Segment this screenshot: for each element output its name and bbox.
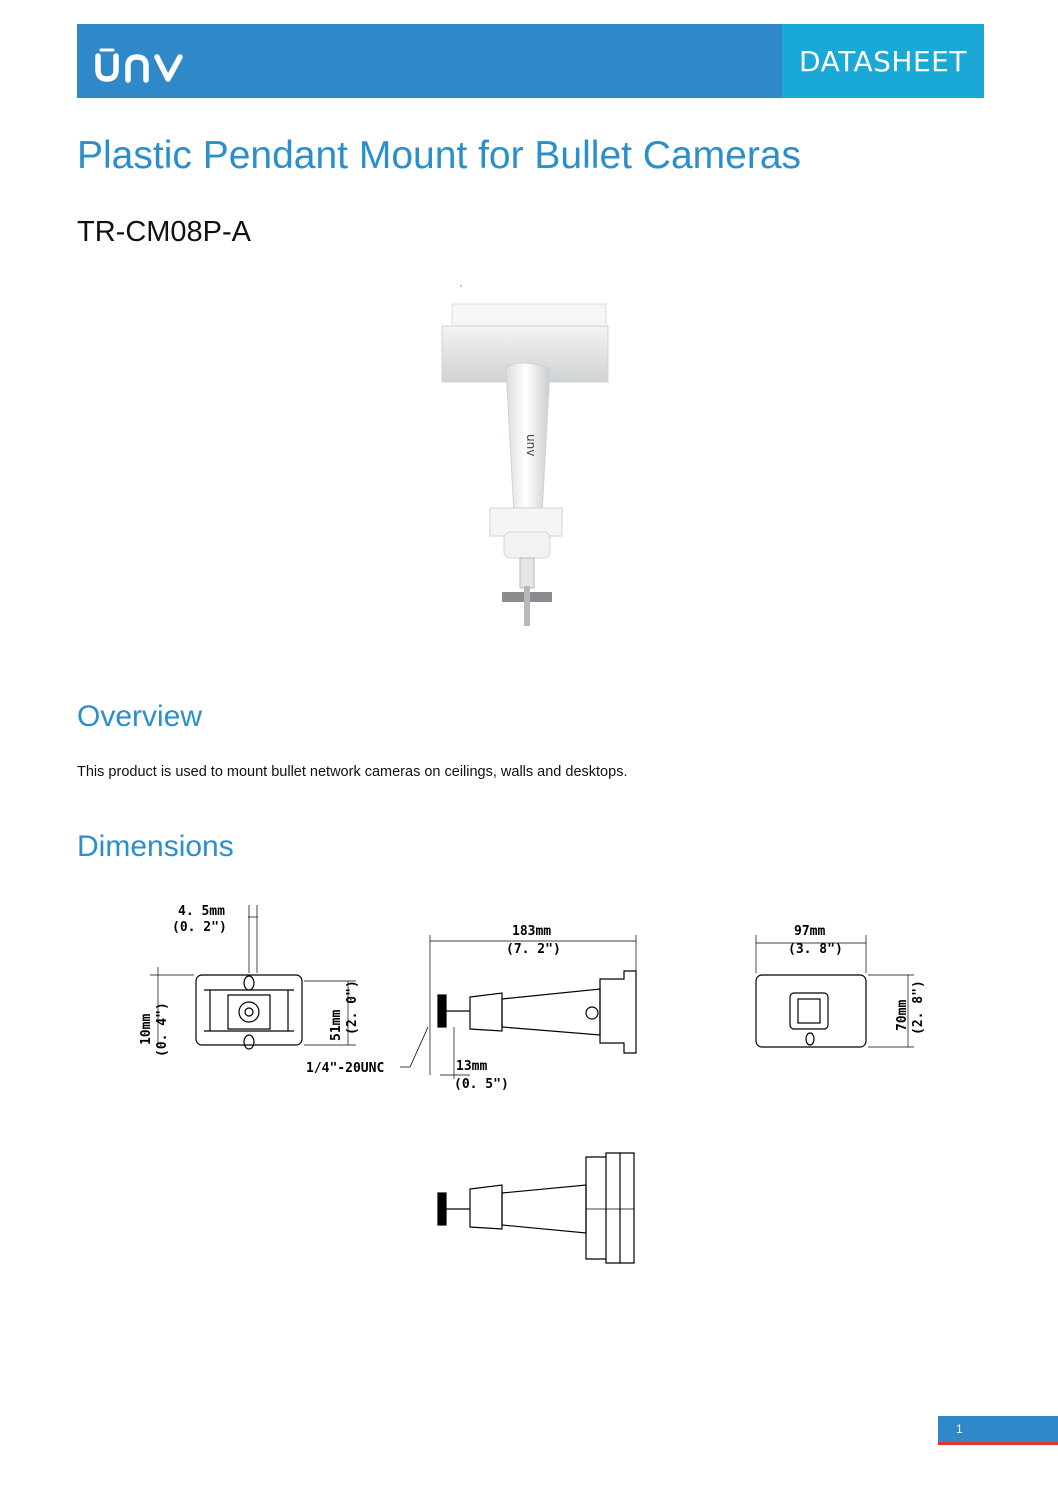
page-title: Plastic Pendant Mount for Bullet Cameras <box>77 134 802 177</box>
header-banner <box>77 24 984 98</box>
bottom-view-drawing <box>420 1145 660 1275</box>
model-number: TR-CM08P-A <box>77 216 252 248</box>
page-number-box <box>938 1416 1058 1442</box>
footer-red-line <box>938 1442 1058 1445</box>
dim-base-height-mm: 51mm <box>329 1009 344 1041</box>
dim-plate-height-mm: 70mm <box>895 999 910 1031</box>
dim-base-bottom-in: (0. 4") <box>155 1002 170 1057</box>
datasheet-label: DATASHEET <box>782 24 984 98</box>
overview-text: This product is used to mount bullet network cameras on ceilings, walls and desktops. <box>77 764 628 780</box>
dim-hole-offset-mm: 4. 5mm <box>178 904 225 919</box>
unv-logo <box>93 46 185 84</box>
dim-plate-width-mm: 97mm <box>794 924 826 939</box>
dim-base-height-in: (2. 0") <box>345 980 360 1035</box>
dim-hole-offset-in: (0. 2") <box>172 920 227 935</box>
overview-heading: Overview <box>77 700 203 733</box>
svg-text:unv: unv <box>524 434 538 457</box>
page-number: 1 <box>956 1422 963 1436</box>
dimension-drawing-views <box>130 895 950 1105</box>
dim-plate-width-in: (3. 8") <box>788 942 843 957</box>
dim-length-in: (7. 2") <box>506 942 561 957</box>
dim-plate-height-in: (2. 8") <box>911 980 926 1035</box>
dim-base-bottom-mm: 10mm <box>139 1013 154 1045</box>
product-image <box>430 282 620 632</box>
dim-tip-mm: 13mm <box>456 1059 488 1074</box>
dimensions-heading: Dimensions <box>77 830 234 863</box>
dim-thread: 1/4"-20UNC <box>306 1061 385 1076</box>
dim-tip-in: (0. 5") <box>454 1077 509 1092</box>
dim-length-mm: 183mm <box>512 924 552 939</box>
